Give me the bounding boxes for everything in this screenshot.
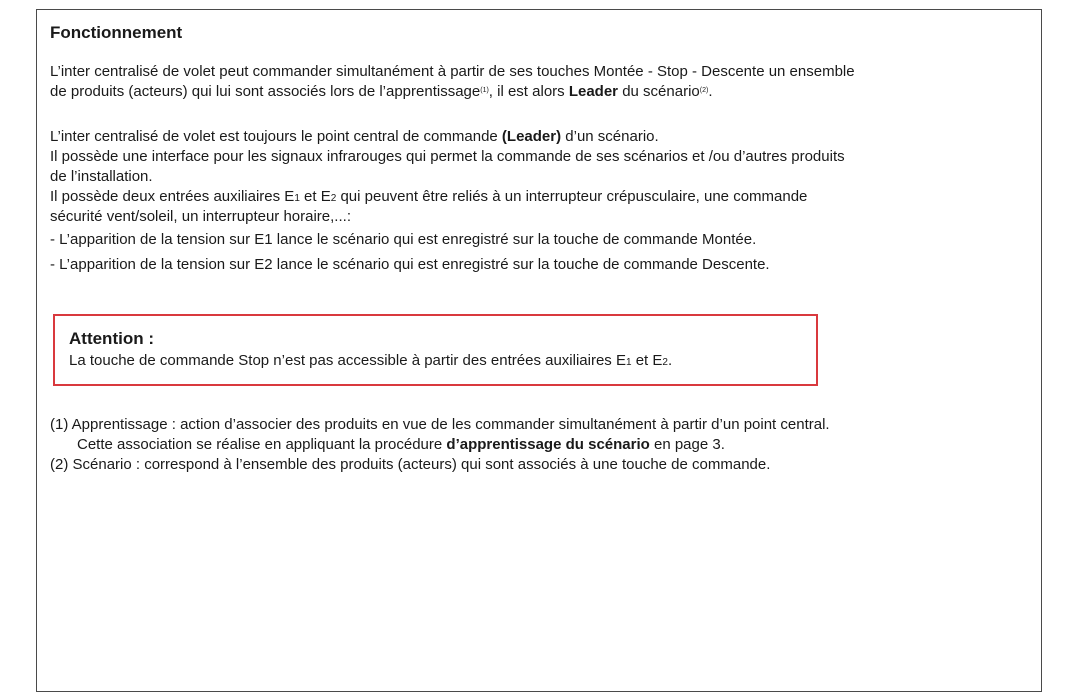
intro-line-1: L’inter centralisé de volet peut commander simultanément à partir de ses touches Montée - Stop - Descente un ensemble — [50, 63, 855, 80]
footnote-1-continuation: Cette association se réalise en appliquant la procédure d’apprentissage du scénario en page 3. — [77, 436, 725, 453]
body-line-4: Il possède deux entrées auxiliaires E1 et E2 qui peuvent être reliés à un interrupteur crépusculaire, une commande — [50, 188, 808, 205]
footnote-ref-2: (2) — [699, 87, 709, 94]
body-line-1: L’inter centralisé de volet est toujours le point central de commande (Leader) d’un scénario. — [50, 128, 659, 145]
body-line-3: de l’installation. — [50, 168, 153, 185]
body-line-2: Il possède une interface pour les signaux infrarouges qui permet la commande de ses scénarios et /ou d’autres produits — [50, 148, 845, 165]
footnote-2: (2) Scénario : correspond à l’ensemble des produits (acteurs) qui sont associés à une touche de commande. — [50, 456, 771, 473]
body-line-7: - L’apparition de la tension sur E2 lance le scénario qui est enregistré sur la touche de commande Descente. — [50, 256, 770, 273]
attention-box — [53, 314, 818, 386]
body-line-5: sécurité vent/soleil, un interrupteur horaire,...: — [50, 208, 351, 225]
footnote-1: (1) Apprentissage : action d’associer des produits en vue de les commander simultanément à partir d’un point central. — [50, 416, 830, 433]
attention-text: La touche de commande Stop n’est pas accessible à partir des entrées auxiliaires E1 et E2. — [69, 352, 673, 369]
section-title: Fonctionnement — [50, 23, 183, 42]
leader-bold: (Leader) — [501, 128, 562, 145]
footnote-ref-1: (1) — [480, 87, 489, 94]
attention-title: Attention : — [69, 329, 154, 348]
procedure-name: d’apprentissage du scénario — [446, 436, 650, 453]
body-line-6: - L’apparition de la tension sur E1 lance le scénario qui est enregistré sur la touche de commande Montée. — [50, 231, 757, 248]
leader-term: Leader — [568, 83, 619, 100]
intro-line-2: de produits (acteurs) qui lui sont associés lors de l’apprentissage$^{(1)}$, il est alors Leader du scénario$^{(2)}$. — [50, 83, 713, 100]
